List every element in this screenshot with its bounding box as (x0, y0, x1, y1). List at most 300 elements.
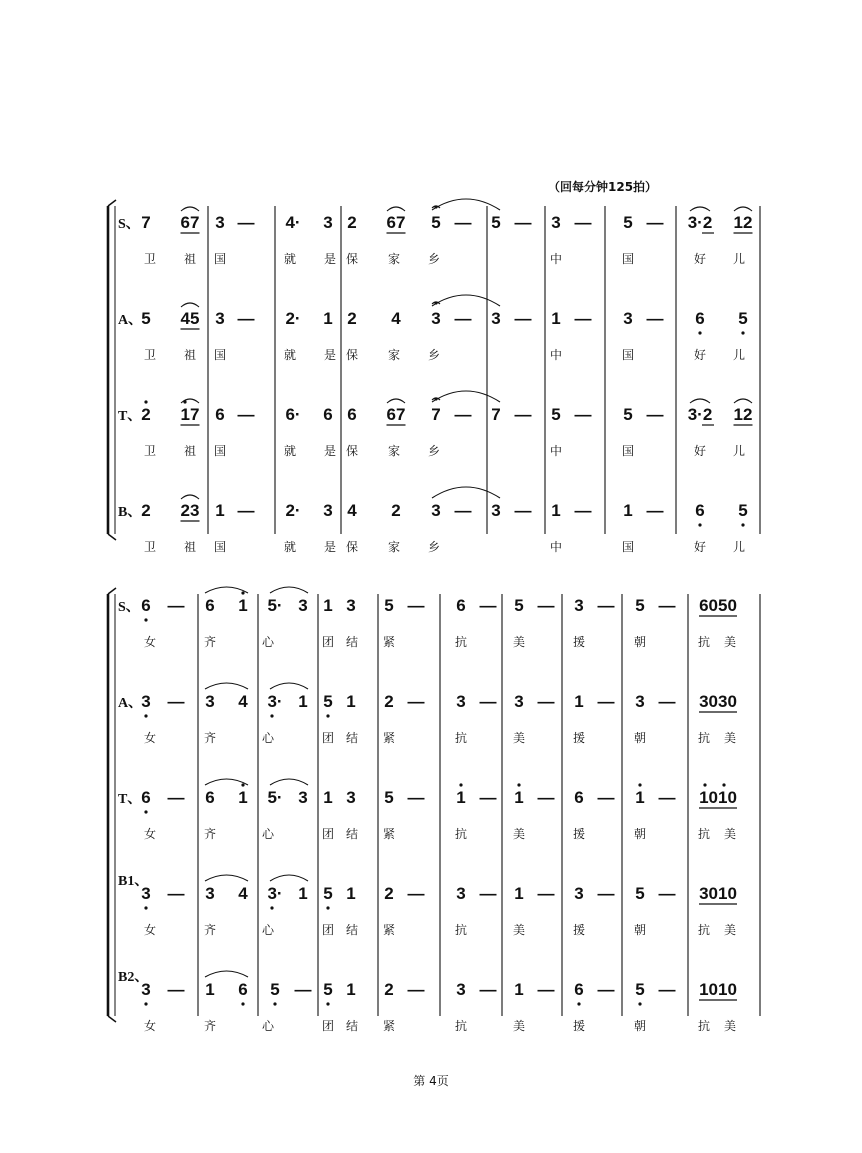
lyric: 祖 (183, 348, 197, 362)
note: 3 (141, 980, 151, 999)
lyric: 团 (321, 1019, 335, 1033)
note: 5 (738, 501, 748, 520)
lyric: 抗 (697, 1019, 711, 1033)
note: 6 (323, 405, 333, 424)
lyric: 团 (321, 827, 335, 841)
lyric: 保 (345, 444, 359, 458)
slur (734, 399, 752, 403)
lyric: 抗 (697, 731, 711, 745)
low-octave-dot (273, 1002, 276, 1005)
lyric: 中 (549, 348, 563, 362)
slur (181, 495, 199, 499)
note: 3 (141, 692, 151, 711)
note: 6 (205, 788, 215, 807)
note: — (514, 501, 532, 520)
lyric: 结 (345, 923, 359, 937)
note: 5· (267, 788, 283, 807)
lyric: 家 (387, 540, 401, 554)
note: 3 (205, 692, 215, 711)
note: 3 (346, 596, 356, 615)
note: 2 (347, 309, 357, 328)
low-octave-dot (241, 1002, 244, 1005)
low-octave-dot (144, 714, 147, 717)
note: 2· (285, 309, 301, 328)
note: 2 (384, 692, 394, 711)
note: 6 (205, 596, 215, 615)
slur (270, 779, 308, 785)
lyric: 中 (549, 540, 563, 554)
lyric: 心 (261, 635, 275, 649)
lyric: 抗 (697, 827, 711, 841)
note: — (537, 788, 555, 807)
lyric: 团 (321, 731, 335, 745)
slur (181, 303, 199, 307)
slur (205, 683, 248, 689)
note: 3 (141, 884, 151, 903)
lyric: 家 (387, 252, 401, 266)
note: — (514, 213, 532, 232)
slur (205, 971, 248, 977)
note: — (454, 309, 472, 328)
note: 1 (346, 884, 356, 903)
note: 3·2 (687, 213, 713, 232)
note: 6050 (699, 596, 737, 615)
lyric: 保 (345, 540, 359, 554)
lyric: 祖 (183, 444, 197, 458)
lyric: 美 (512, 1019, 526, 1033)
note: 2 (141, 501, 151, 520)
lyric: 儿 (732, 444, 746, 458)
lyric: 美 (723, 731, 737, 745)
tie (432, 199, 500, 210)
lyric: 心 (261, 827, 275, 841)
low-octave-dot (270, 906, 273, 909)
note: 3 (456, 692, 466, 711)
note: 1 (205, 980, 215, 999)
note: — (294, 980, 312, 999)
slur (205, 779, 248, 785)
note: — (167, 692, 185, 711)
lyric: 齐 (203, 923, 217, 937)
lyric: 紧 (382, 1019, 396, 1033)
note: — (237, 309, 255, 328)
note: 5 (491, 213, 501, 232)
lyric: 齐 (203, 731, 217, 745)
lyric: 美 (512, 827, 526, 841)
lyric: 结 (345, 635, 359, 649)
note: 1 (323, 788, 333, 807)
note: — (479, 692, 497, 711)
note: — (597, 884, 615, 903)
lyric: 是 (323, 540, 337, 554)
lyric: 祖 (183, 540, 197, 554)
low-octave-dot (741, 523, 744, 526)
note: 3 (635, 692, 645, 711)
part-label: T、 (118, 409, 142, 424)
note: — (479, 884, 497, 903)
note: 2 (347, 213, 357, 232)
lyric: 就 (283, 540, 297, 554)
lyric: 抗 (697, 635, 711, 649)
lyric: 国 (621, 540, 635, 554)
note: 3 (456, 980, 466, 999)
lyric: 儿 (732, 252, 746, 266)
lyric: 国 (621, 444, 635, 458)
note: — (574, 501, 592, 520)
note: — (574, 213, 592, 232)
low-octave-dot (326, 1002, 329, 1005)
note: 3 (431, 501, 441, 520)
lyric: 齐 (203, 635, 217, 649)
lyric: 好 (693, 444, 707, 458)
note: — (646, 309, 664, 328)
low-octave-dot (144, 1002, 147, 1005)
note: 3 (623, 309, 633, 328)
note: 23 (180, 501, 200, 520)
lyric: 就 (283, 348, 297, 362)
lyric: 紧 (382, 635, 396, 649)
slur (387, 207, 405, 211)
note: 4 (347, 501, 357, 520)
lyric: 援 (572, 923, 586, 937)
part-label: S、 (118, 217, 140, 232)
slur (205, 875, 248, 881)
note: 3030 (699, 692, 737, 711)
lyric: 保 (345, 252, 359, 266)
note: 1 (238, 788, 248, 807)
lyric: 美 (723, 827, 737, 841)
part-label: T、 (118, 792, 142, 807)
note: 3 (491, 309, 501, 328)
low-octave-dot (144, 906, 147, 909)
note: 1 (298, 884, 308, 903)
note: 4 (238, 884, 248, 903)
note: 6 (141, 788, 151, 807)
note: 1 (623, 501, 633, 520)
note: 1010 (699, 788, 737, 807)
slur (690, 399, 710, 403)
note: 17 (180, 405, 200, 424)
lyric: 抗 (454, 635, 468, 649)
lyric: 援 (572, 1019, 586, 1033)
part-label: B1、 (118, 874, 149, 889)
slur (387, 399, 405, 403)
note: — (537, 980, 555, 999)
low-octave-dot (741, 331, 744, 334)
note: 3· (267, 884, 283, 903)
note: — (167, 788, 185, 807)
note: 3 (323, 501, 333, 520)
note: 5 (514, 596, 524, 615)
note: 1 (574, 692, 584, 711)
lyric: 女 (143, 1019, 157, 1033)
note: 6 (141, 596, 151, 615)
lyric: 结 (345, 1019, 359, 1033)
low-octave-dot (326, 714, 329, 717)
note: 5 (635, 884, 645, 903)
note: 12 (733, 405, 753, 424)
lyric: 结 (345, 731, 359, 745)
note: 3 (551, 213, 561, 232)
note: 5 (141, 309, 151, 328)
note: 3 (298, 788, 308, 807)
note: 5 (384, 788, 394, 807)
note: 3 (431, 309, 441, 328)
note: — (479, 980, 497, 999)
part-label: A、 (118, 313, 143, 328)
slur (270, 875, 308, 881)
note: 5 (270, 980, 280, 999)
lyric: 是 (323, 348, 337, 362)
lyric: 团 (321, 635, 335, 649)
note: — (237, 501, 255, 520)
note: — (479, 596, 497, 615)
note: 6 (574, 980, 584, 999)
lyric: 女 (143, 635, 157, 649)
note: 4 (238, 692, 248, 711)
part-label: B2、 (118, 970, 149, 985)
note: 1 (323, 596, 333, 615)
note: 3 (456, 884, 466, 903)
note: 5 (635, 980, 645, 999)
note: 3 (323, 213, 333, 232)
note: 67 (386, 405, 406, 424)
lyric: 保 (345, 348, 359, 362)
note: — (407, 884, 425, 903)
note: — (237, 213, 255, 232)
note: 6· (285, 405, 301, 424)
lyric: 就 (283, 444, 297, 458)
lyric: 朝 (633, 1019, 647, 1033)
high-octave-dot (241, 591, 244, 594)
note: 3010 (699, 884, 737, 903)
tie (432, 487, 500, 498)
page-number: 第 4页 (413, 1074, 449, 1088)
note: 6 (695, 501, 705, 520)
lyric: 国 (213, 540, 227, 554)
lyric: 儿 (732, 348, 746, 362)
slur (181, 207, 199, 211)
slur (270, 587, 308, 593)
lyric: 卫 (143, 348, 157, 362)
fermata-dot (434, 205, 437, 208)
note: 5 (431, 213, 441, 232)
lyric: 美 (723, 923, 737, 937)
high-octave-dot (241, 783, 244, 786)
note: — (537, 692, 555, 711)
system-bracket-hook (108, 200, 116, 206)
note: — (574, 405, 592, 424)
note: — (537, 884, 555, 903)
low-octave-dot (144, 810, 147, 813)
fermata-dot (434, 301, 437, 304)
note: 2 (391, 501, 401, 520)
note: 4· (285, 213, 301, 232)
note: 7 (431, 405, 441, 424)
note: 45 (180, 309, 200, 328)
tempo-marking: （回每分钟125拍） (548, 180, 658, 194)
lyric: 朝 (633, 923, 647, 937)
lyric: 卫 (143, 540, 157, 554)
note: — (597, 788, 615, 807)
lyric: 国 (621, 252, 635, 266)
lyric: 中 (549, 252, 563, 266)
note: 6 (238, 980, 248, 999)
slur (270, 683, 308, 689)
high-octave-dot (638, 783, 641, 786)
lyric: 乡 (427, 252, 441, 266)
note: 5 (635, 596, 645, 615)
lyric: 就 (283, 252, 297, 266)
note: 5 (384, 596, 394, 615)
note: — (537, 596, 555, 615)
note: 1 (323, 309, 333, 328)
lyric: 朝 (633, 731, 647, 745)
note: 6 (574, 788, 584, 807)
lyric: 家 (387, 444, 401, 458)
lyric: 祖 (183, 252, 197, 266)
lyric: 是 (323, 444, 337, 458)
lyric: 国 (621, 348, 635, 362)
note: 3 (298, 596, 308, 615)
lyric: 抗 (454, 827, 468, 841)
note: 1 (514, 788, 524, 807)
system-bracket-hook (108, 534, 116, 540)
note: 3 (205, 884, 215, 903)
note: 3 (574, 884, 584, 903)
lyric: 国 (213, 444, 227, 458)
lyric: 国 (213, 252, 227, 266)
lyric: 团 (321, 923, 335, 937)
score-system-1 (108, 199, 760, 554)
lyric: 齐 (203, 1019, 217, 1033)
note: 5 (323, 692, 333, 711)
note: 12 (733, 213, 753, 232)
lyric: 乡 (427, 444, 441, 458)
note: 7 (491, 405, 501, 424)
note: 5 (323, 980, 333, 999)
note: 2· (285, 501, 301, 520)
low-octave-dot (270, 714, 273, 717)
note: — (479, 788, 497, 807)
note: — (237, 405, 255, 424)
note: 1010 (699, 980, 737, 999)
note: — (646, 405, 664, 424)
note: — (658, 788, 676, 807)
note: 1 (551, 309, 561, 328)
lyric: 好 (693, 540, 707, 554)
low-octave-dot (638, 1002, 641, 1005)
note: 5 (738, 309, 748, 328)
lyric: 援 (572, 731, 586, 745)
fermata-dot (434, 397, 437, 400)
lyric: 齐 (203, 827, 217, 841)
lyric: 好 (693, 348, 707, 362)
note: — (407, 692, 425, 711)
note: 3· (267, 692, 283, 711)
lyric: 抗 (697, 923, 711, 937)
high-octave-dot (183, 400, 186, 403)
note: 6 (695, 309, 705, 328)
lyric: 乡 (427, 540, 441, 554)
lyric: 朝 (633, 635, 647, 649)
note: — (658, 884, 676, 903)
lyric: 紧 (382, 923, 396, 937)
note: — (658, 596, 676, 615)
note: — (597, 692, 615, 711)
lyric: 美 (723, 1019, 737, 1033)
note: 5 (323, 884, 333, 903)
lyric: 抗 (454, 731, 468, 745)
low-octave-dot (144, 618, 147, 621)
system-bracket-hook (108, 588, 116, 594)
part-label: B、 (118, 505, 142, 520)
lyric: 卫 (143, 252, 157, 266)
note: 67 (386, 213, 406, 232)
lyric: 中 (549, 444, 563, 458)
lyric: 卫 (143, 444, 157, 458)
tie (432, 295, 500, 306)
note: 3 (491, 501, 501, 520)
note: 1 (514, 980, 524, 999)
note: 1 (215, 501, 225, 520)
high-octave-dot (144, 400, 147, 403)
note: 1 (298, 692, 308, 711)
part-label: S、 (118, 600, 140, 615)
slur (734, 207, 752, 211)
note: — (646, 213, 664, 232)
low-octave-dot (698, 331, 701, 334)
note: 4 (391, 309, 401, 328)
lyric: 家 (387, 348, 401, 362)
note: — (658, 692, 676, 711)
tie (432, 391, 500, 402)
note: — (167, 596, 185, 615)
lyric: 女 (143, 731, 157, 745)
note: 5 (551, 405, 561, 424)
note: 6 (215, 405, 225, 424)
note: 1 (346, 692, 356, 711)
note: 1 (514, 884, 524, 903)
system-bracket-hook (108, 1016, 116, 1022)
high-octave-dot (459, 783, 462, 786)
lyric: 紧 (382, 731, 396, 745)
note: 3 (215, 309, 225, 328)
slur (205, 587, 248, 593)
score-system-2 (108, 587, 760, 1033)
lyric: 女 (143, 827, 157, 841)
part-label: A、 (118, 696, 143, 711)
lyric: 儿 (732, 540, 746, 554)
note: — (646, 501, 664, 520)
note: 5 (623, 213, 633, 232)
note: 2 (141, 405, 151, 424)
note: 3 (346, 788, 356, 807)
note: 3 (215, 213, 225, 232)
note: 3 (574, 596, 584, 615)
note: 5· (267, 596, 283, 615)
lyric: 抗 (454, 1019, 468, 1033)
lyric: 援 (572, 635, 586, 649)
lyric: 朝 (633, 827, 647, 841)
lyric: 抗 (454, 923, 468, 937)
lyric: 好 (693, 252, 707, 266)
note: 1 (346, 980, 356, 999)
lyric: 紧 (382, 827, 396, 841)
note: — (407, 596, 425, 615)
note: — (454, 501, 472, 520)
note: — (574, 309, 592, 328)
